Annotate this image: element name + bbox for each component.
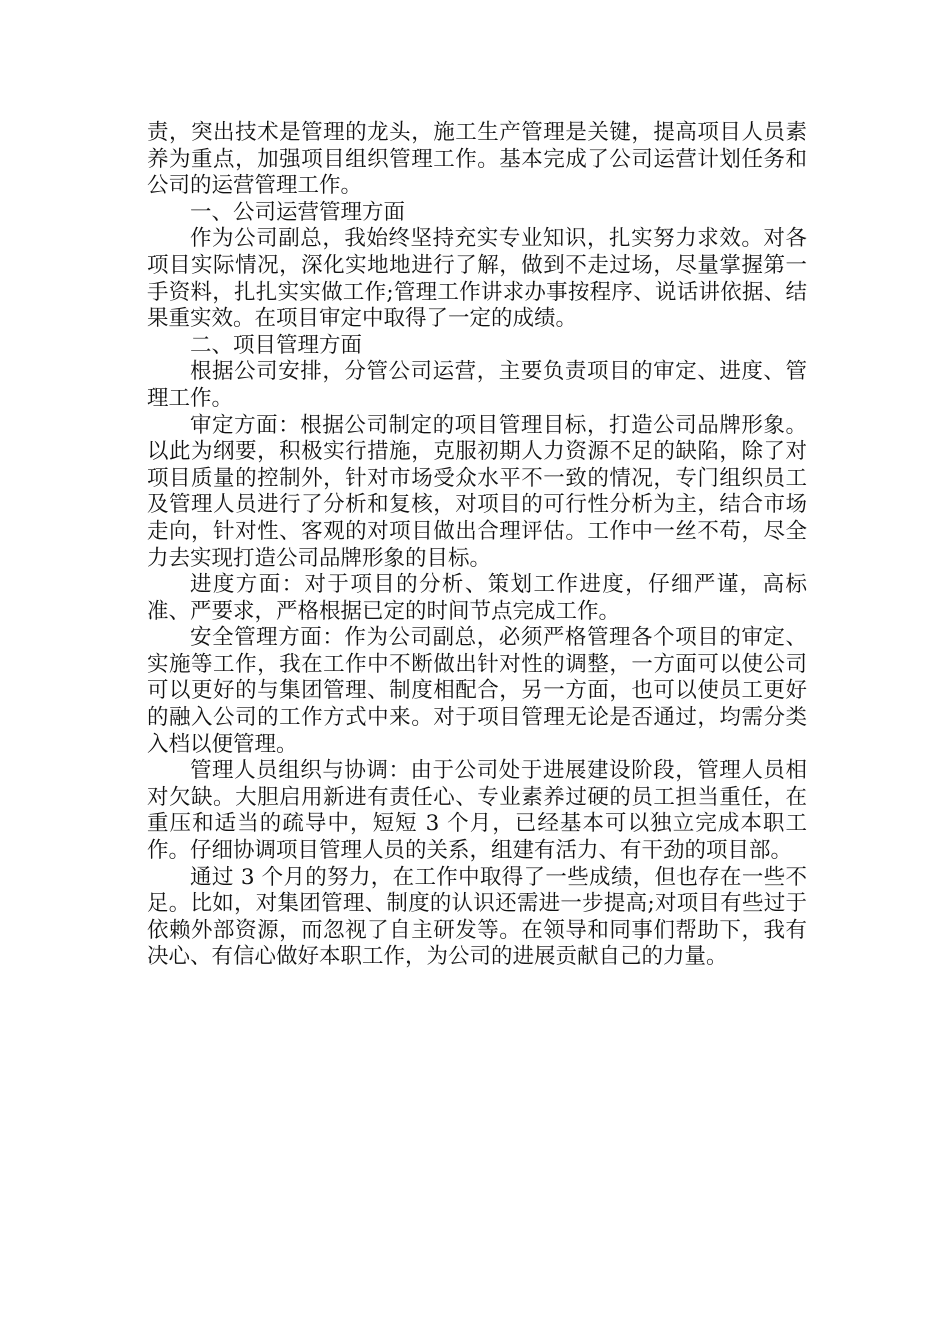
paragraph-company-operations: 作为公司副总，我始终坚持充实专业知识，扎实努力求效。对各项目实际情况，深化实地地进行了解，做到不走过场，尽量掌握第一手资料，扎扎实实做工作;管理工作讲求办事按程序、说话讲依据、结果重实效。在项目审定中取得了一定的成绩。: [147, 226, 807, 332]
paragraph-staff-coordination: 管理人员组织与协调：由于公司处于进展建设阶段，管理人员相对欠缺。大胆启用新进有责任心、专业素养过硬的员工担当重任，在重压和适当的疏导中，短短 3 个月，已经基本可以独立完成本职工作。仔细协调项目管理人员的关系，组建有活力、有干劲的项目部。: [147, 758, 807, 864]
section-heading-project-management: 二、项目管理方面: [190, 332, 363, 358]
paragraph-progress: 进度方面：对于项目的分析、策划工作进度，仔细严谨，高标准、严要求，严格根据已定的时间节点完成工作。: [147, 572, 807, 624]
paragraph-intro-continuation: 责，突出技术是管理的龙头，施工生产管理是关键，提高项目人员素养为重点，加强项目组织管理工作。基本完成了公司运营计划任务和公司的运营管理工作。: [147, 120, 807, 199]
paragraph-project-assignment: 根据公司安排，分管公司运营，主要负责项目的审定、进度、管理工作。: [147, 359, 807, 411]
paragraph-conclusion: 通过 3 个月的努力，在工作中取得了一些成绩，但也存在一些不足。比如，对集团管理、制度的认识还需进一步提高;对项目有些过于依赖外部资源，而忽视了自主研发等。在领导和同事们帮助下，我有决心、有信心做好本职工作，为公司的进展贡献自己的力量。: [147, 864, 807, 970]
document-body: [147, 120, 807, 971]
section-heading-company-operations: 一、公司运营管理方面: [190, 199, 406, 225]
paragraph-review: 审定方面：根据公司制定的项目管理目标，打造公司品牌形象。以此为纲要，积极实行措施，克服初期人力资源不足的缺陷，除了对项目质量的控制外，针对市场受众水平不一致的情况，专门组织员工及管理人员进行了分析和复核，对项目的可行性分析为主，结合市场走向，针对性、客观的对项目做出合理评估。工作中一丝不苟，尽全力去实现打造公司品牌形象的目标。: [147, 412, 807, 571]
paragraph-safety-management: 安全管理方面：作为公司副总，必须严格管理各个项目的审定、实施等工作，我在工作中不断做出针对性的调整，一方面可以使公司可以更好的与集团管理、制度相配合，另一方面，也可以使员工更好的融入公司的工作方式中来。对于项目管理无论是否通过，均需分类入档以便管理。: [147, 625, 807, 757]
